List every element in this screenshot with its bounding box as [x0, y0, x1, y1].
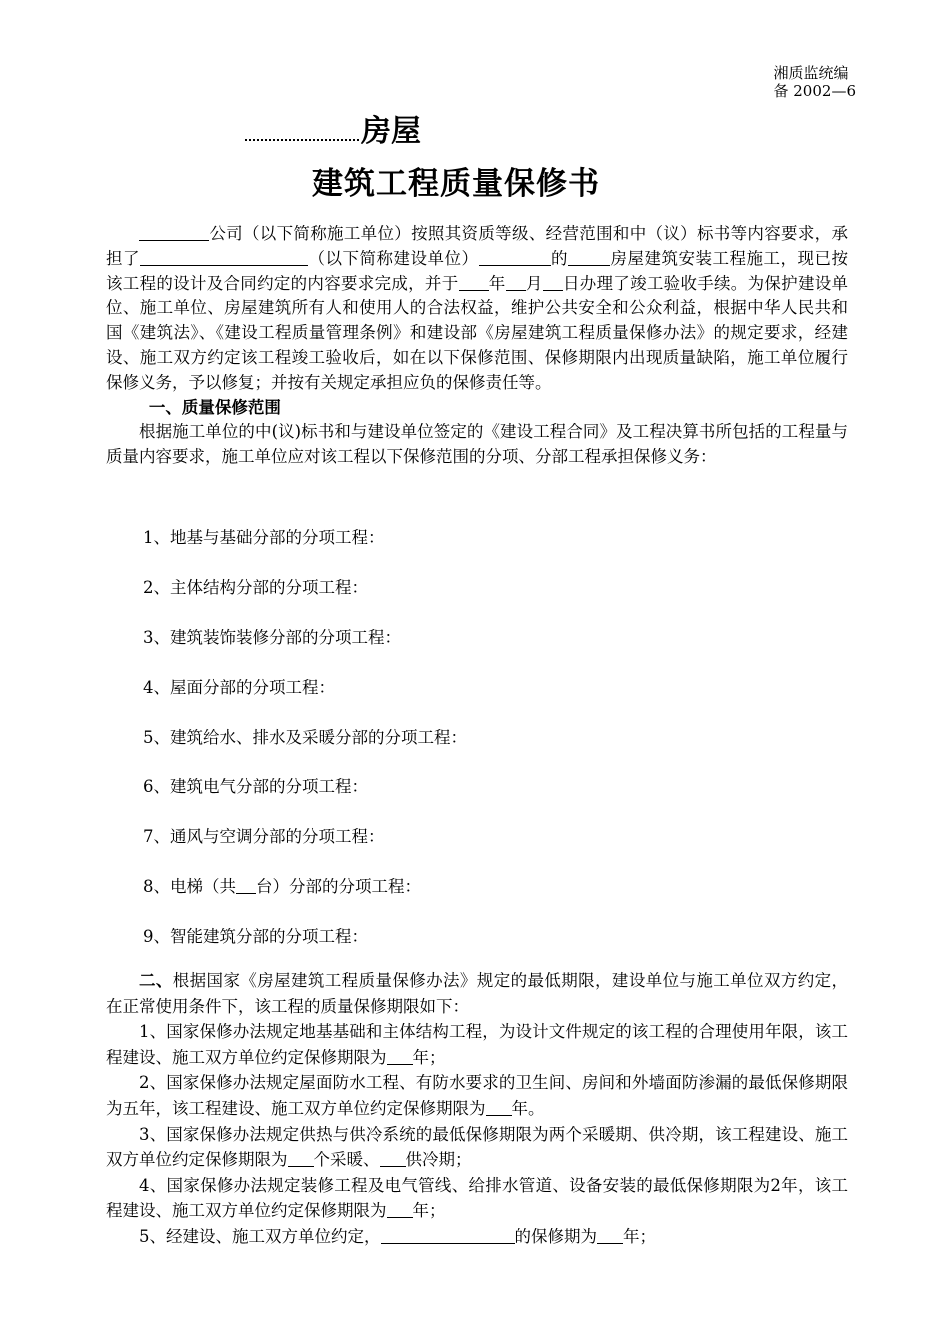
period-item-1: [106, 1019, 848, 1070]
intro-t1: 公司（以下简称施工单位）按照其资质等级、经营范围和中（议）标书等内容要求，承担了: [106, 224, 848, 268]
title-line2: 建筑工程质量保修书: [312, 166, 600, 202]
period-3-unit: 供冷期；: [405, 1150, 472, 1170]
intro-t3: 的: [550, 248, 568, 268]
period-5-unit: 年；: [623, 1226, 656, 1246]
section2-text: 根据国家《房屋建筑工程质量保修办法》规定的最低期限，建设单位与施工单位双方约定，在正常使用条件下，该工程的质量保修期限如下：: [106, 971, 849, 1016]
blank-period-3b: [380, 1150, 406, 1167]
intro-t5: 年: [488, 273, 506, 293]
period-item-2: [106, 1070, 848, 1121]
blank-period-3a: [288, 1150, 314, 1167]
blank-period-4: [387, 1201, 413, 1218]
section2-body: [106, 968, 848, 1250]
blank-period-5-item: [381, 1227, 515, 1244]
intro-t7: 日办理了竣工验收手续。为保护建设单位、施工单位、房屋建筑所有人和使用人的合法权益，维护公共安全和公众利益，根据中华人民共和国《建筑法》、《建设工程质量管理条例》和建设部《房屋建筑工程质量保修办法》的规定要求，经建设、施工双方约定该工程竣工验收后，如在以下保修范围、保修期限内出现质量缺陷，施工单位履行保修义务，予以修复；并按有关规定承担应负的保修责任等。: [106, 273, 849, 392]
period-5-text: 5、经建设、施工双方单位约定，: [139, 1226, 381, 1246]
period-item-4: [106, 1173, 848, 1224]
intro-t4: 房屋建筑安装工程施工，现已按该工程的设计及合同约定的内容要求完成，并于: [106, 248, 848, 293]
period-4-unit: 年；: [412, 1201, 446, 1221]
blank-day: [543, 274, 563, 291]
period-item-3: [106, 1122, 848, 1173]
blank-location: [479, 249, 551, 266]
scope-item-1: 1、地基与基础分部的分项工程：: [143, 528, 385, 547]
period-1-unit: 年；: [412, 1047, 446, 1067]
intro-t2: （以下简称建设单位）: [308, 248, 479, 268]
blank-period-1: [387, 1048, 413, 1065]
title-blank: [245, 111, 359, 141]
form-code: [774, 64, 857, 100]
period-4-text: 4、国家保修办法规定装修工程及电气管线、给排水管道、设备安装的最低保修期限为2年，该工程建设、施工双方单位约定保修期限为: [106, 1175, 848, 1221]
scope-item-4: 4、屋面分部的分项工程：: [143, 678, 335, 697]
blank-period-2: [486, 1099, 512, 1116]
blank-month: [506, 274, 526, 291]
section2-intro: [106, 968, 848, 1019]
period-3-mid: 个采暖、: [313, 1150, 380, 1170]
period-item-5: [106, 1224, 848, 1250]
blank-company: [139, 224, 209, 241]
title-line1: [245, 106, 421, 150]
period-3-text: 3、国家保修办法规定供热与供冷系统的最低保修期限为两个采暖期、供冷期，该工程建设、施工双方单位约定保修期限为: [106, 1124, 848, 1170]
blank-owner: [140, 249, 308, 266]
blank-project: [568, 249, 610, 266]
intro-t6: 月: [525, 273, 543, 293]
form-code-line1: 湘质监统编: [773, 64, 849, 82]
blank-elevator-count: [236, 877, 256, 894]
blank-period-5: [597, 1227, 623, 1244]
period-2-unit: 年。: [511, 1098, 545, 1118]
intro-body: [106, 222, 848, 470]
period-2-text: 2、国家保修办法规定屋面防水工程、有防水要求的卫生间、房间和外墙面防渗漏的最低保修期限为五年，该工程建设、施工双方单位约定保修期限为: [106, 1073, 848, 1118]
section2-lead: 二、: [139, 971, 173, 990]
blank-year: [459, 274, 489, 291]
intro-paragraph: [106, 222, 848, 396]
section1-heading: 一、质量保修范围: [148, 397, 281, 417]
scope-item-2: 2、主体结构分部的分项工程：: [143, 578, 368, 597]
scope-item-3: 3、建筑装饰装修分部的分项工程：: [143, 628, 401, 647]
period-5-mid: 的保修期为: [514, 1226, 597, 1246]
section1-text: 根据施工单位的中(议)标书和与建设单位签定的《建设工程合同》及工程决算书所包括的工程量与质量内容要求，施工单位应对该工程以下保修范围的分项、分部工程承担保修义务：: [106, 422, 848, 467]
period-1-text: 1、国家保修办法规定地基基础和主体结构工程，为设计文件规定的该工程的合理使用年限，该工程建设、施工双方单位约定保修期限为: [106, 1022, 848, 1067]
scope-item-6: 6、建筑电气分部的分项工程：: [143, 777, 368, 796]
scope-item-8-b: 台）分部的分项工程：: [256, 877, 421, 896]
scope-item-5: 5、建筑给水、排水及采暖分部的分项工程：: [143, 728, 467, 747]
scope-item-8: [143, 873, 421, 897]
form-code-line2: 备 2002—6: [773, 82, 856, 100]
scope-item-9: 9、智能建筑分部的分项工程：: [143, 927, 368, 946]
scope-item-7: 7、通风与空调分部的分项工程：: [143, 827, 385, 846]
scope-item-8-a: 8、电梯（共: [143, 877, 236, 896]
title-line1-text: 房屋: [361, 114, 421, 149]
